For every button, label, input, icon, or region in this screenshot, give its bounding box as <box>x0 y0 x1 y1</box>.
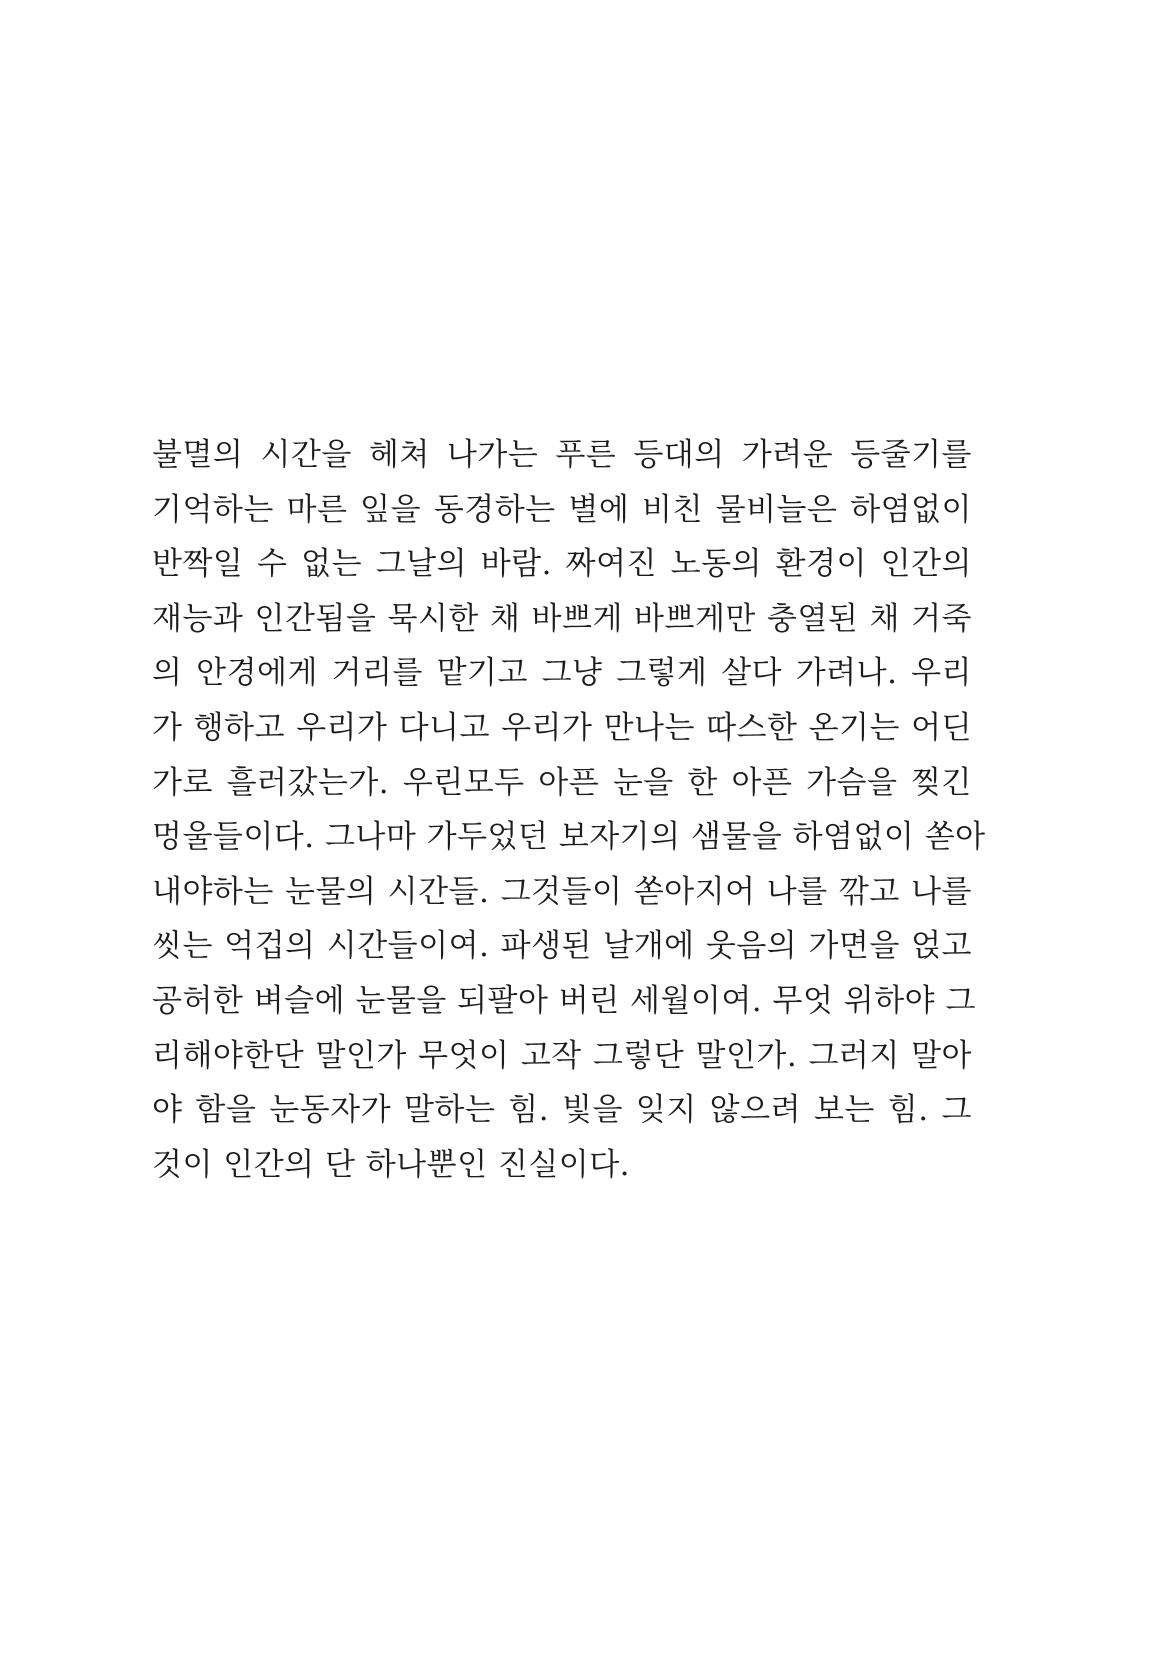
text-line: 기억하는 마른 잎을 동경하는 별에 비친 물비늘은 하염없이 <box>152 491 972 528</box>
text-line: 반짝일 수 없는 그날의 바람. 짜여진 노동의 환경이 인간의 <box>152 546 972 583</box>
text-line: 야 함을 눈동자가 말하는 힘. 빛을 잊지 않으려 보는 힘. 그 <box>152 1092 972 1129</box>
text-line: 멍울들이다. 그나마 가두었던 보자기의 샘물을 하염없이 쏟아 <box>152 819 986 856</box>
text-line: 가로 흘러갔는가. 우린모두 아픈 눈을 한 아픈 가슴을 찢긴 <box>152 764 972 801</box>
text-line: 의 안경에게 거리를 맡기고 그냥 그렇게 살다 가려나. 우리 <box>152 655 972 692</box>
text-line: 불멸의 시간을 헤쳐 나가는 푸른 등대의 가려운 등줄기를 <box>152 437 972 473</box>
text-line: 씻는 억겁의 시간들이여. 파생된 날개에 웃음의 가면을 얹고 <box>152 928 972 965</box>
text-line: 재능과 인간됨을 묵시한 채 바쁘게 바쁘게만 충열된 채 거죽 <box>152 600 972 637</box>
text-line: 공허한 벼슬에 눈물을 되팔아 버린 세월이여. 무엇 위하야 그 <box>152 982 976 1019</box>
text-line: 내야하는 눈물의 시간들. 그것들이 쏟아지어 나를 깎고 나를 <box>152 873 972 910</box>
body-text <box>152 428 986 1192</box>
text-line: 것이 인간의 단 하나뿐인 진실이다. <box>152 1146 631 1183</box>
text-line: 가 행하고 우리가 다니고 우리가 만나는 따스한 온기는 어딘 <box>152 709 972 746</box>
text-line: 리해야한단 말인가 무엇이 고작 그렇단 말인가. 그러지 말아 <box>152 1037 972 1074</box>
